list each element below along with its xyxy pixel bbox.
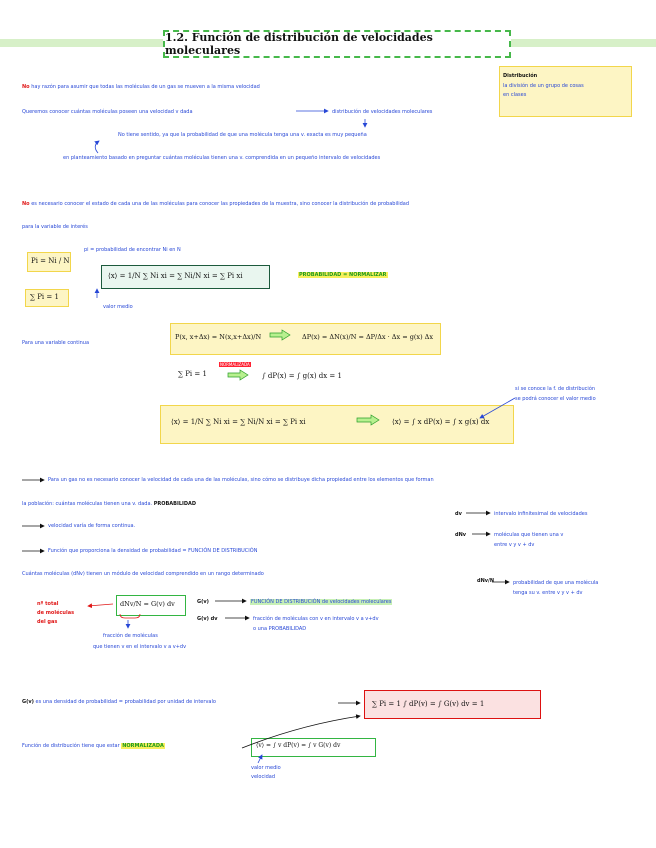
mean-eq: ⟨x⟩ = 1/N ∑ Ni xi = ∑ Ni/N xi = ∑ Pi xi [108, 272, 243, 280]
p4-line-1: Para un gas no es necesario conocer la velocidad de cada una de las moléculas, sino cómo se distribuye dicha propiedad entre los elementos que forman [48, 477, 434, 483]
left-note-2: de moléculas [37, 610, 75, 616]
dv-text: intervalo infinitesimal de velocidades [494, 511, 588, 517]
norm-eq-a: ∑ Pi = 1 [178, 370, 207, 378]
p1-line-4: en planteamiento basado en preguntar cuántas moléculas tienen una v. comprendida en un pequeño intervalo de velocidades [63, 155, 381, 161]
p1-line-2: Queremos conocer cuántas moléculas poseen una velocidad v dada [22, 109, 193, 115]
dv-label: dv [455, 511, 462, 517]
red-arrow [88, 604, 113, 606]
frac-note-1: fracción de moléculas [103, 633, 158, 639]
key-eq: dNv/N = G(v) dv [120, 600, 175, 608]
left-note-1: nº total [37, 601, 59, 607]
norm-eq-b: ∫ dP(x) = ∫ g(x) dx = 1 [262, 372, 342, 380]
frac-note-2: que tienen v en el intervalo v a v+dv [93, 644, 187, 650]
sidenote-text-2: en clases [503, 92, 527, 98]
gv-2: G(v) dv [197, 616, 218, 622]
mean-v-eq: ⟨v⟩ = ∫ v dP(v) = ∫ v G(v) dv [256, 742, 341, 749]
gv-1: G(v) [197, 599, 209, 605]
cont-label: Para una variable continua [22, 340, 90, 346]
p1-distribution-label: distribución de velocidades moleculares [332, 109, 433, 115]
p2-no: No [22, 201, 30, 207]
sidenote-title: Distribución [503, 73, 538, 79]
arrow-curved [95, 141, 99, 153]
p5-note-1: valor medio [251, 765, 281, 771]
p1-line-3: No tiene sentido, ya que la probabilidad de que una molécula tenga una v. exacta es muy pequeña [118, 132, 367, 138]
sum-eq: ∑ Pi = 1 [30, 293, 59, 301]
dnv-label: dNv [455, 532, 467, 538]
p1-no: No [22, 84, 30, 90]
p2-line-1: No es necesario conocer el estado de cada una de las moléculas para conocer las propiedades de la muestra, sino conocer la distribución de probabilidad [22, 201, 410, 207]
p1-line-1: No hay razón para asumir que todas las moléculas de un gas se mueven a la misma velocidad [22, 84, 260, 90]
gv-2-text-2: o una PROBABILIDAD [253, 626, 307, 632]
p5-line-2: Función de distribución tiene que estar NORMALIZADA [22, 743, 164, 749]
frac-label: dNv/N [477, 578, 495, 584]
mean-cont-eq-b: ⟨x⟩ = ∫ x dP(x) = ∫ x g(x) dx [392, 418, 490, 426]
note-1: si se conoce la f. de distribución [515, 386, 596, 392]
dnv-text-1: moléculas que tienen una v [494, 532, 564, 538]
cont-eq-a: P(x, x+Δx) = N(x,x+Δx)/N [175, 333, 262, 341]
p4-line-4: Función que proporciona la densidad de probabilidad = FUNCIÓN DE DISTRIBUCIÓN [48, 548, 258, 554]
mean-cont-eq-a: ⟨x⟩ = 1/N ∑ Ni xi = ∑ Ni/N xi = ∑ Pi xi [171, 418, 306, 426]
frac-text-1: probabilidad de que una molécula [513, 580, 599, 586]
norm-box-eq: ∑ Pi = 1 ∫ dP(v) = ∫ G(v) dv = 1 [372, 700, 485, 708]
p4-line-3: velocidad varía de forma continua. [48, 523, 136, 529]
page-title: 1.2. Función de distribución de velocidades moleculares [163, 30, 511, 58]
mean-label: valor medio [103, 304, 133, 310]
left-note-3: del gas [37, 619, 58, 625]
note-2: se podrá conocer el valor medio [515, 396, 596, 402]
p5-line-1: G(v) es una densidad de probabilidad = probabilidad por unidad de intervalo [22, 699, 216, 705]
prob-label: PROBABILIDAD = NORMALIZAR [299, 272, 387, 278]
normalizada-tag: NORMALIZADA [220, 362, 250, 367]
p5-note-2: velocidad [251, 774, 276, 780]
p4-line-5: Cuántas moléculas (dNv) tienen un módulo de velocidad comprendido en un rango determinado [22, 571, 264, 577]
gv-1-text: FUNCIÓN DE DISTRIBUCIÓN de velocidades moleculares [251, 599, 392, 605]
gv-2-text-1: fracción de moléculas con v en intervalo v a v+dv [253, 616, 379, 622]
green-arrow-2 [228, 370, 248, 380]
p4-line-2: la población: cuántas moléculas tienen una v. dada. PROBABILIDAD [22, 501, 197, 507]
dnv-text-2: entre v y v + dv [494, 542, 535, 548]
cont-eq-b: ΔP(x) = ΔN(x)/N = ΔP/Δx · Δx = g(x) Δx [302, 333, 434, 341]
pi-note: pi = probabilidad de encontrar Ni en N [84, 247, 181, 253]
frac-text-2: tenga su v. entre v y v + dv [513, 590, 583, 596]
p2-line-2: para la variable de interés [22, 224, 88, 230]
pi-def: Pi = Ni / N [31, 257, 70, 265]
sidenote-text-1: la división de un grupo de cosas [503, 83, 584, 89]
